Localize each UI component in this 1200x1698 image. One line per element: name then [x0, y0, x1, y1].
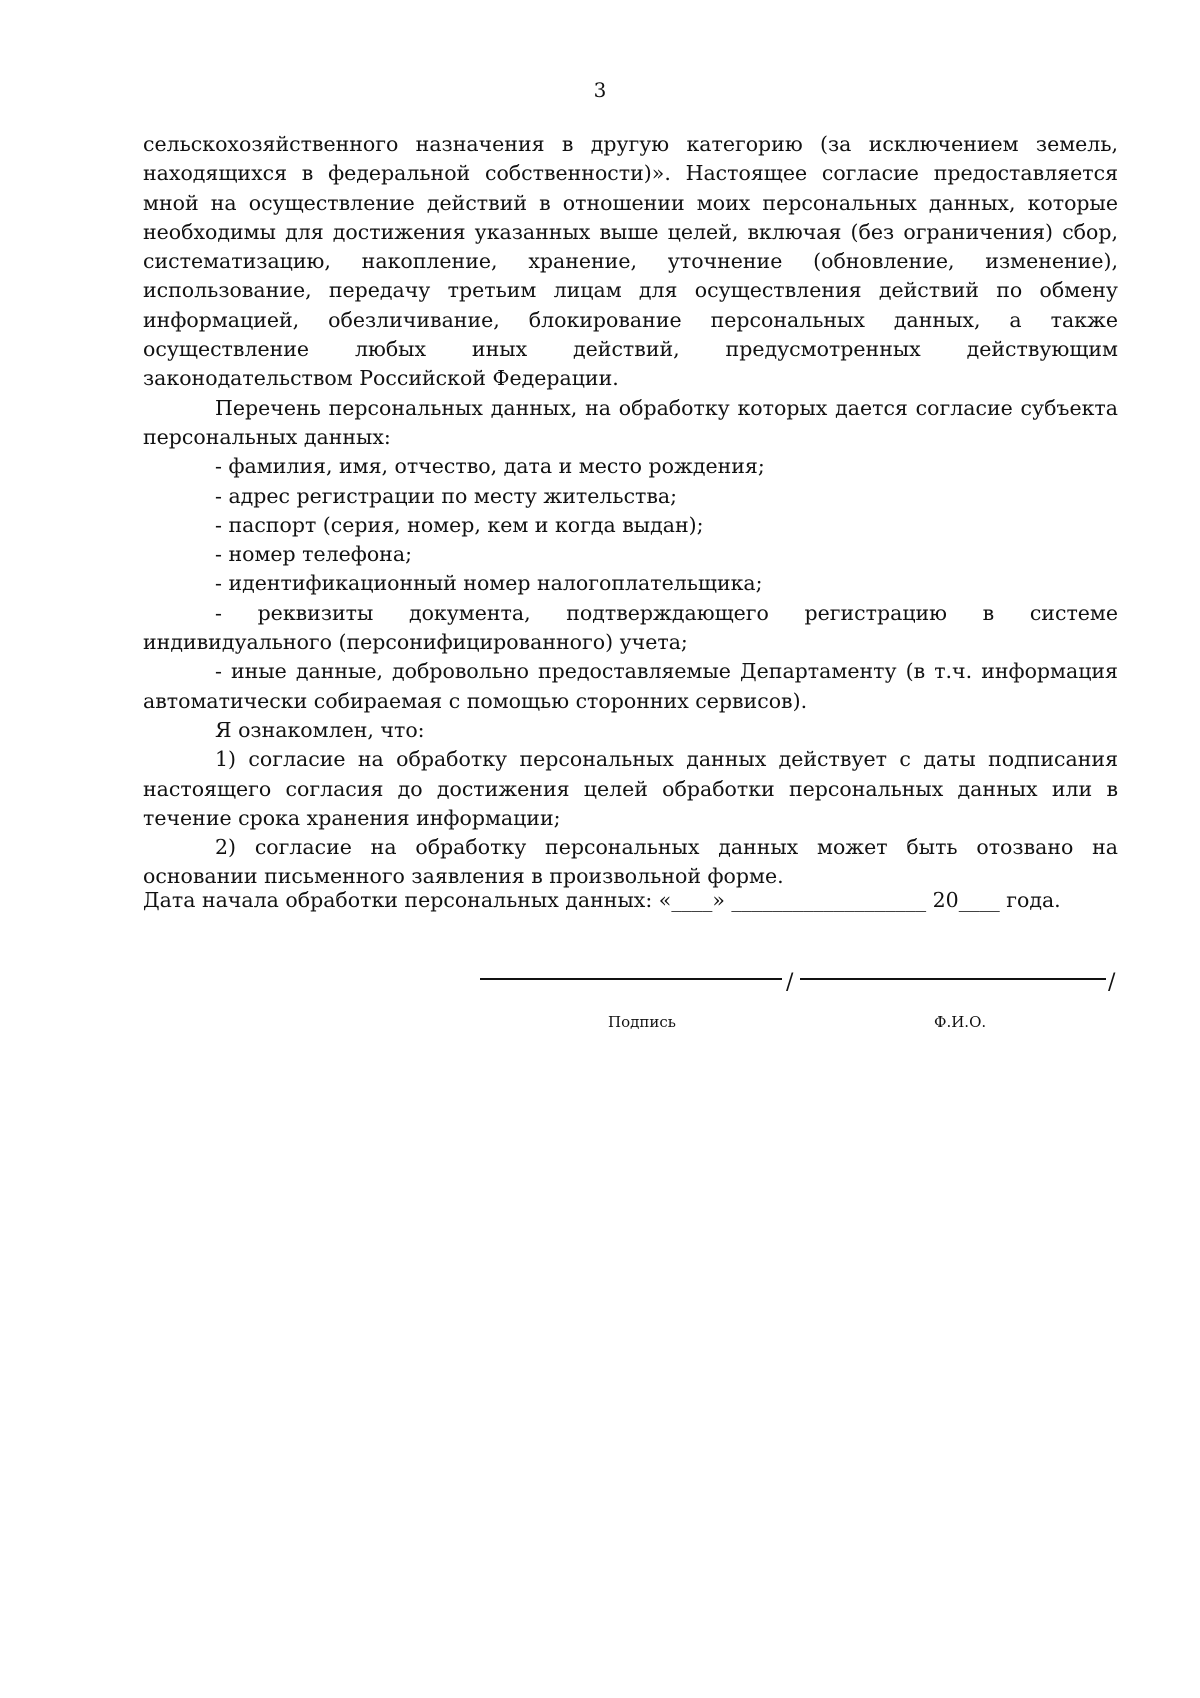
signature-caption: Подпись [608, 1013, 676, 1031]
acknowledgement-item: 2) согласие на обработку персональных данных может быть отозвано на основании письменного заявления в произвольной форме. [143, 835, 1118, 889]
list-item: - паспорт (серия, номер, кем и когда выдан); [215, 512, 704, 537]
paragraph-consent-actions: сельскохозяйственного назначения в другую категорию (за исключением земель, находящихся в федеральной собственности)». Настоящее согласие предоставляется мной на осуществление действий в отношении моих персональных данных, которые необходимы для достижения указанных выше целей, включая (без ограничения) сбор, систематизацию, накопление, хранение, уточнение (обновление, изменение), использование, передачу третьим лицам для осуществления действий по обмену информацией, обезличивание, блокирование персональных данных, а также осуществление любых иных действий, предусмотренных действующим законодательством Российской Федерации. [143, 132, 1118, 391]
processing-start-date-line: Дата начала обработки персональных данных: «____» ___________________ 20____ года. [143, 888, 1061, 912]
list-item: - реквизиты документа, подтверждающего регистрацию в системе индивидуального (персонифицированного) учета; [143, 600, 1118, 655]
acknowledgement-intro: Я ознакомлен, что: [215, 717, 425, 742]
page-number: 3 [593, 78, 607, 102]
document-body [143, 130, 1118, 892]
list-item: - иные данные, добровольно предоставляемые Департаменту (в т.ч. информация автоматически собираемая с помощью сторонних сервисов). [143, 659, 1118, 713]
list-item: - адрес регистрации по месту жительства; [215, 483, 678, 508]
full-name-separator: / [1108, 970, 1116, 995]
signature-blank-line [480, 978, 782, 980]
full-name-caption: Ф.И.О. [934, 1013, 987, 1031]
list-item: - идентификационный номер налогоплательщика; [215, 571, 763, 596]
list-item: - фамилия, имя, отчество, дата и место рождения; [215, 454, 765, 479]
signature-separator: / [786, 970, 794, 995]
list-item: - номер телефона; [215, 542, 412, 567]
full-name-blank-line [800, 978, 1106, 980]
acknowledgement-item: 1) согласие на обработку персональных данных действует с даты подписания настоящего согласия до достижения целей обработки персональных данных или в течение срока хранения информации; [143, 747, 1118, 830]
paragraph-data-list-intro: Перечень персональных данных, на обработку которых дается согласие субъекта персональных данных: [143, 395, 1118, 449]
